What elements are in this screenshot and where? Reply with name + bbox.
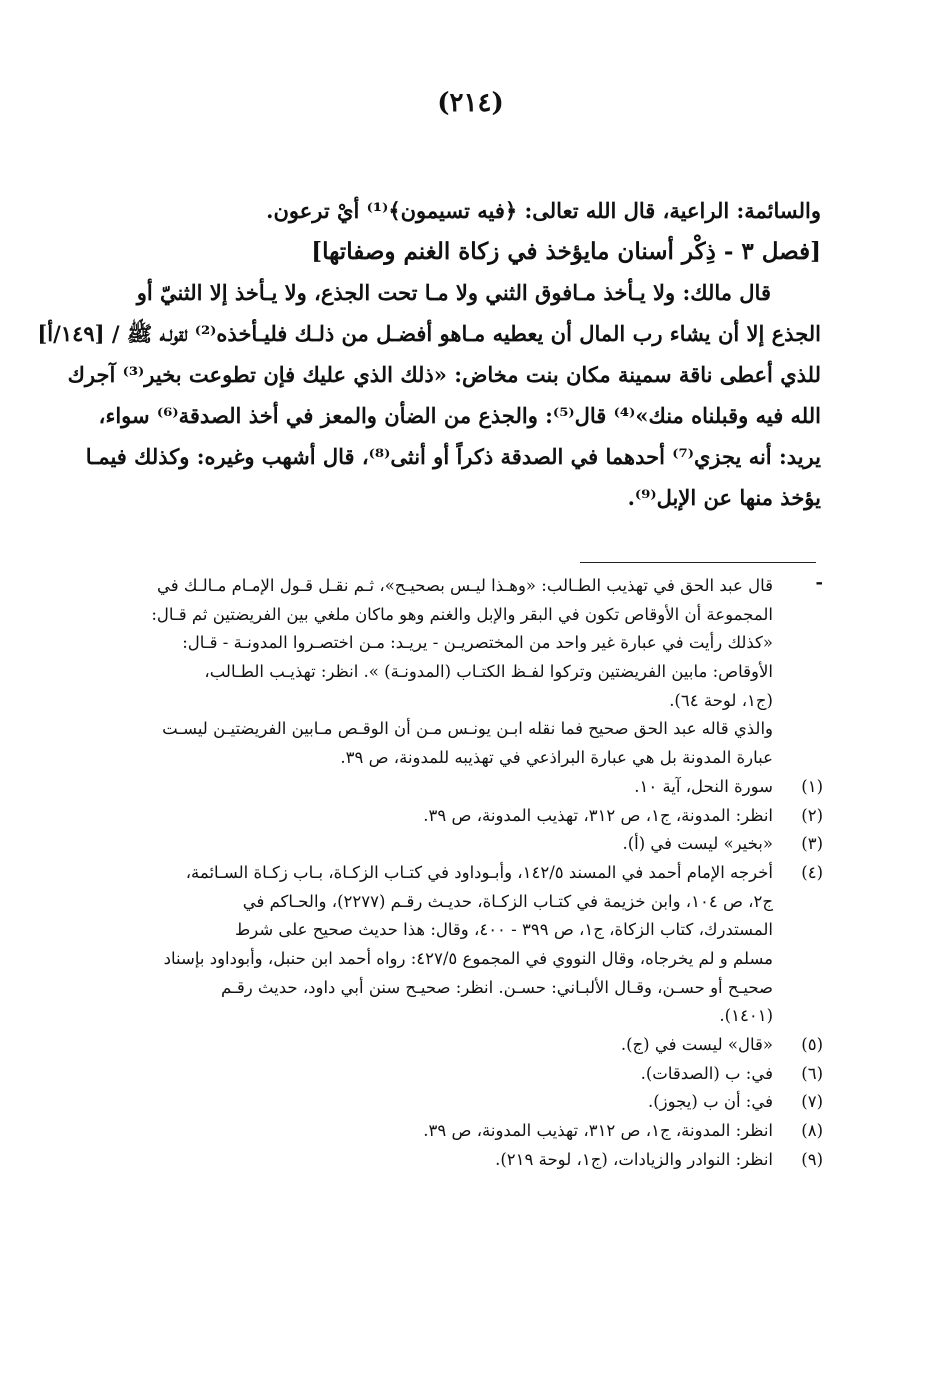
footnote-number: (٢) — [801, 805, 823, 825]
footnote-8 — [103, 1117, 823, 1146]
footnote-number: (٣) — [801, 834, 823, 854]
footnote-line: «بخير» ليست في (أ). — [622, 834, 773, 854]
footnote-number: (٥) — [801, 1035, 823, 1055]
page-number: (٢١٤) — [437, 88, 504, 118]
footnote-line: صحيـح أو حسـن، وقـال الألبـاني: حسـن. انظر: صحيـح سنن أبي داود، حديث رقـم — [221, 977, 773, 997]
footnote-number: (٨) — [801, 1121, 823, 1141]
footnote-4 — [103, 859, 823, 1031]
footnote-number: (٧) — [801, 1092, 823, 1112]
footnote-line: «قال» ليست في (ج). — [620, 1035, 773, 1055]
main-line: يريد: أنه يجزي⁽⁷⁾ أحدهما في الصدقة ذكراً أو أنثى⁽⁸⁾، قال أشهب وغيره: وكذلك فيمـا — [85, 444, 821, 469]
footnote-intro — [103, 572, 823, 773]
footnote-9 — [103, 1146, 823, 1175]
main-line: قال مالك: ولا يـأخذ مـافوق الثني ولا مـا تحت الجذع، ولا يـأخذ إلا الثنيّ أو — [136, 280, 771, 305]
footnote-line: انظر: المدونة، ج١، ص ٣١٢، تهذيب المدونة، ص ٣٩. — [423, 805, 773, 825]
footnote-line: (١٤٠١). — [719, 1006, 773, 1026]
footnote-number: (١) — [801, 776, 823, 796]
footnote-7 — [103, 1088, 823, 1117]
main-line: الله فيه وقبلناه منك»⁽⁴⁾ قال⁽⁵⁾: والجذع من الضأن والمعز في أخذ الصدقة⁽⁶⁾ سواء، — [98, 403, 821, 428]
footnote-2 — [103, 802, 823, 831]
section-heading: [فصل ٣ - ذِكْر أسنان مايؤخذ في زكاة الغنم وصفاتها] — [311, 238, 821, 265]
main-line: الجذع إلا أن يشاء رب المال أن يعطيه مـاهو أفضـل من ذلـك فليـأخذه⁽²⁾ لقولـه ﷺ / [١٤٩/أ] — [37, 321, 821, 346]
footnote-line: انظر: النوادر والزيادات، (ج١، لوحة ٢١٩). — [495, 1149, 773, 1169]
footnote-line: في: أن ب (يجوز). — [647, 1092, 773, 1112]
footnote-line: (ج١، لوحة ٦٤). — [669, 690, 773, 710]
main-line: يؤخذ منها عن الإبل⁽⁹⁾. — [627, 485, 821, 510]
footnote-3 — [103, 830, 823, 859]
footnote-1 — [103, 773, 823, 802]
footnote-line: «كذلك رأيت في عبارة غير واحد من المختصريـن - يريـد: مـن اختصـروا المدونـة - قـال: — [182, 633, 773, 653]
main-line: والسائمة: الراعية، قال الله تعالى: ﴿فيه تسيمون﴾⁽¹⁾ أيْ ترعون. — [266, 198, 821, 223]
footnote-number: (٤) — [801, 862, 823, 882]
main-line: للذي أعطى ناقة سمينة مكان بنت مخاض: «ذلك الذي عليك فإن تطوعت بخير⁽³⁾ آجرك — [67, 362, 821, 387]
footnote-number: (٦) — [801, 1063, 823, 1083]
footnote-separator — [580, 562, 816, 563]
footnote-line: ج٢، ص ١٠٤، وابن خزيمة في كتـاب الزكـاة، حديـث رقـم (٢٢٧٧)، والحـاكم في — [242, 891, 773, 911]
footnote-line: الأوقاص: مابين الفريضتين وتركوا لفـظ الكتـاب (المدونـة) ». انظر: تهذيـب الطـالب، — [204, 662, 773, 682]
footnote-5 — [103, 1031, 823, 1060]
footnote-line: مسلم و لم يخرجاه، وقال النووي في المجموع ٤٢٧/٥: رواه أحمد ابن حنبل، وأبوداود بإسناد — [163, 948, 773, 968]
footnote-line: المجموعة أن الأوقاص تكون في البقر والإبل والغنم وهو ماكان ملغي بين الفريضتين ثم قـال: — [151, 604, 773, 624]
footnote-line: قال عبد الحق في تهذيب الطـالب: «وهـذا ليـس بصحيـح»، ثـم نقـل قـول الإمـام مـالـك في — [156, 576, 773, 595]
footnote-line: المستدرك، كتاب الزكاة، ج١، ص ٣٩٩ - ٤٠٠، وقال: هذا حديث صحيح على شرط — [234, 920, 773, 940]
footnote-line: سورة النحل، آية ١٠. — [634, 776, 773, 796]
footnotes — [103, 572, 823, 1175]
main-text — [37, 190, 821, 518]
footnote-dash-marker: - — [815, 572, 823, 593]
footnote-number: (٩) — [801, 1149, 823, 1169]
footnote-line: والذي قاله عبد الحق صحيح فما نقله ابـن يونـس مـن أن الوقـص مـابين الفريضتيـن ليسـت — [162, 719, 773, 739]
footnote-6 — [103, 1060, 823, 1089]
footnote-line: في: ب (الصدقات). — [640, 1063, 773, 1083]
footnote-line: أخرجه الإمام أحمد في المسند ١٤٢/٥، وأبـوداود في كتـاب الزكـاة، بـاب زكـاة السـائمة، — [185, 862, 773, 882]
footnote-line: عبارة المدونة بل هي عبارة البراذعي في تهذيبه للمدونة، ص ٣٩. — [340, 748, 773, 768]
footnote-line: انظر: المدونة، ج١، ص ٣١٢، تهذيب المدونة، ص ٣٩. — [423, 1121, 773, 1141]
